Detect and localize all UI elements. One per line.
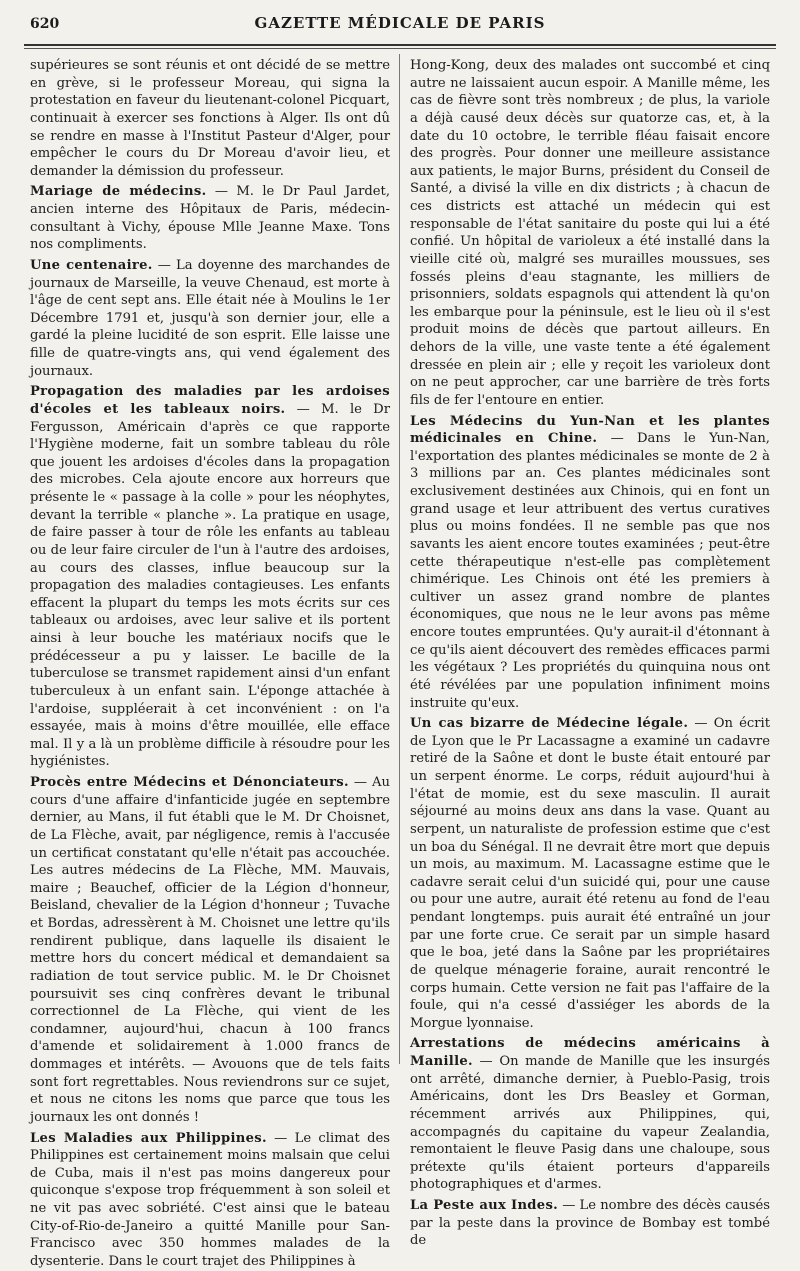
header-rule	[24, 44, 776, 46]
article-text: — Le climat des Philippines est certainement moins malsain que celui de Cuba, mais il n'est pas moins dangereux pour quiconque s'expose trop fréquemment à son soleil et ne vit pas avec sobriété. C'est ainsi que le bateau City-of-Rio-de-Janeiro a quitté Manille pour San-Francisco avec 350 hommes malades de la dysenterie. Dans le court trajet des Philippines à	[30, 1130, 390, 1269]
article	[30, 183, 390, 254]
article-title: Un cas bizarre de Médecine légale.	[410, 716, 689, 732]
page-header	[30, 14, 770, 42]
article-text: — M. le Dr Fergusson, Américain d'après ce que rapporte l'Hygiène moderne, fait un sombre tableau du rôle que jouent les ardoises d'écoles dans la propagation des microbes. Cela ajoute encore aux horreurs que présente le « passage à la colle » pour les néophytes, devant la terrible « planche ». La pratique en usage, de faire passer à tour de rôle les enfants au tableau ou de leur faire circuler de l'un à l'autre des ardoises, au cours des classes, influe beaucoup sur la propagation des maladies contagieuses. Les enfants effacent la plupart du temps les mots écrits sur ces tableaux ou ardoises, avec leur salive et ils portent ainsi à leur bouche les matériaux nocifs que le prédécesseur a pu y laisser. Le bacille de la tuberculose se transmet rapidement ainsi d'un enfant tuberculeux à un enfant sain. L'éponge attachée à l'ardoise, suppléerait à cet inconvénient : on l'a essayée, mais à moins d'être mouillée, elle efface mal. Il y a là un problème difficile à résoudre pour les hygiénistes.	[30, 401, 391, 770]
article-text: — La doyenne des marchandes de journaux de Marseille, la veuve Chenaud, est morte à l'âge de cent sept ans. Elle était née à Moulins le 1er Décembre 1791 et, jusqu'à son dernier jour, elle a gardé la pleine lucidité de son esprit. Elle laisse une fille de quatre-vingts ans, qui vend également des journaux.	[30, 257, 390, 379]
article-text: — Au cours d'une affaire d'infanticide jugée en septembre dernier, au Mans, il fut établi que le M. Dr Choisnet, de La Flèche, avait, par négligence, remis à l'accusée un certificat constatant qu'elle n'était pas accouchée. Les autres médecins de La Flèche, MM. Mauvais, maire ; Beauchef, officier de la Légion d'honneur, Beisland, chevalier de la Légion d'honneur ; Tuvache et Bordas, adressèrent à M. Choisnet une lettre qu'ils rendirent publique, dans laquelle ils disaient le mettre hors du concert médical et demandaient sa radiation de tout service public. M. le Dr Choisnet poursuivit ses cinq confrères devant le tribunal correctionnel de La Flèche, qui vient de les condamner, aujourd'hui, chacun à 100 francs d'amende et solidairement à 1.000 francs de dommages et intérêts. — Avouons que de tels faits sont fort regrettables. Nous reviendrons sur ce sujet, et nous ne citons les noms que parce que tous les journaux les ont donnés !	[30, 775, 390, 1125]
article-text: — On mande de Manille que les insurgés ont arrêté, dimanche dernier, à Pueblo-Pasig, trois Américains, dont les Drs Beasley et Gorman, récemment arrivés aux Philippines, qui, accompagnés du capitaine du vapeur Zealandia, remontaient le fleuve Pasig dans une chaloupe, sous prétexte qu'ils étaient porteurs d'appareils photographiques et d'armes.	[410, 1054, 770, 1193]
journal-title: GAZETTE MÉDICALE DE PARIS	[254, 14, 546, 32]
article-continuation	[30, 57, 390, 180]
article	[410, 413, 770, 713]
article	[410, 715, 770, 1032]
article-text: — Dans le Yun-Nan, l'exportation des plantes médicinales se monte de 2 à 3 millions par an. Ces plantes médicinales sont exclusivement destinées aux Chinois, qui en font un grand usage et leur attribuent des vertus curatives plus ou moins fondées. Il ne semble pas que nos savants les aient encore toutes examinées ; peut-être cette thérapeutique n'est-elle pas complètement chimérique. Les Chinois ont été les premiers à cultiver un assez grand nombre de plantes économiques, que nous ne le leur avons pas même encore toutes empruntées. Qu'y aurait-il d'étonnant à ce qu'ils aient découvert des remèdes efficaces parmi les végétaux ? Les propriétés du quinquina nous ont été révélées par une population infiniment moins instruite qu'eux.	[410, 431, 770, 711]
article-text: Hong-Kong, deux des malades ont succombé et cinq autre ne laissaient aucun espoir. A Manille même, les cas de fièvre sont très nombreux ; de plus, la variole a déjà causé deux décès sur quatorze cas, et, à la date du 10 octobre, le terrible fléau faisait encore des progrès. Pour donner une meilleure assistance aux patients, le major Burns, président du Conseil de Santé, a divisé la ville en dix districts ; à chacun de ces districts est attaché un médecin qui est responsable de l'état sanitaire du poste qui lui a été confié. Un hôpital de varioleux a été installé dans la vieille cité où, malgré ses murailles moussues, ses fossés pleins d'eau stagnante, les milliers de prisonniers, soldats espagnols qui attendent là qu'on les embarque pour la péninsule, est le lieu où il s'est produit moins de décès que partout ailleurs. En dehors de la ville, une vaste tente a été également dressée en plein air ; elle y reçoit les varioleux dont on ne peut approcher, car une barrière de très forts fils de fer l'entoure en entier.	[410, 58, 770, 408]
article-text: — On écrit de Lyon que le Pr Lacassagne a examiné un cadavre retiré de la Saône et dont le buste était entouré par un serpent énorme. Le corps, réduit aujourd'hui à l'état de momie, est du sexe masculin. Il aurait séjourné au moins deux ans dans la vase. Quant au serpent, un naturaliste de profession estime que c'est un boa du Sénégal. Il ne devrait être mort que depuis un mois, au maximum. M. Lacassagne estime que le cadavre serait celui d'un suicidé qui, pour une cause ou pour une autre, aurait été retenu au fond de l'eau pendant longtemps. puis aurait été entraîné un jour par une forte crue. Ce serait par un simple hasard que le boa, jeté dans la Saône par les propriétaires de quelque ménagerie foraine, aurait rencontré le corps humain. Cette version ne fait pas l'affaire de la foule, qui n'a cessé d'assiéger les abords de la Morgue lyonnaise.	[410, 716, 770, 1031]
article	[410, 1035, 770, 1194]
article-continuation	[410, 57, 770, 410]
article-title: Mariage de médecins.	[30, 184, 207, 200]
article-title: Arrestations de médecins américains à Manille.	[410, 1036, 770, 1069]
page-number: 620	[30, 16, 60, 32]
article	[30, 774, 390, 1127]
article-title: Les Maladies aux Philippines.	[30, 1130, 267, 1146]
article-title: Procès entre Médecins et Dénonciateurs.	[30, 775, 349, 790]
article-text: — Le nombre des décès causés par la peste dans la province de Bombay est tombé de	[410, 1198, 770, 1249]
article-title: Une centenaire.	[30, 257, 153, 273]
article-text: — M. le Dr Paul Jardet, ancien interne des Hôpitaux de Paris, médecin-consultant à Vichy, épouse Mlle Jeanne Maxe. Tons nos compliments.	[30, 184, 390, 253]
article	[410, 1197, 770, 1250]
right-column	[410, 54, 770, 1249]
article-title: La Peste aux Indes.	[410, 1198, 559, 1213]
article-title: Les Médecins du Yun-Nan et les plantes médicinales en Chine.	[410, 413, 770, 447]
article	[30, 257, 390, 380]
header-rule-thin	[24, 48, 776, 49]
article	[30, 1130, 390, 1271]
article-title: Propagation des maladies par les ardoises d'écoles et les tableaux noirs.	[30, 384, 390, 417]
left-column	[30, 54, 391, 1269]
article	[30, 383, 390, 771]
column-divider	[399, 54, 400, 1064]
article-text: supérieures se sont réunis et ont décidé de se mettre en grève, si le professeur Moreau, qui signa la protestation en faveur du lieutenant-colonel Picquart, continuait à exercer ses fonctions à Alger. Ils ont dû se rendre en masse à l'Institut Pasteur d'Alger, pour empêcher le cours du Dr Moreau d'avoir lieu, et demander la démission du professeur.	[30, 58, 390, 179]
